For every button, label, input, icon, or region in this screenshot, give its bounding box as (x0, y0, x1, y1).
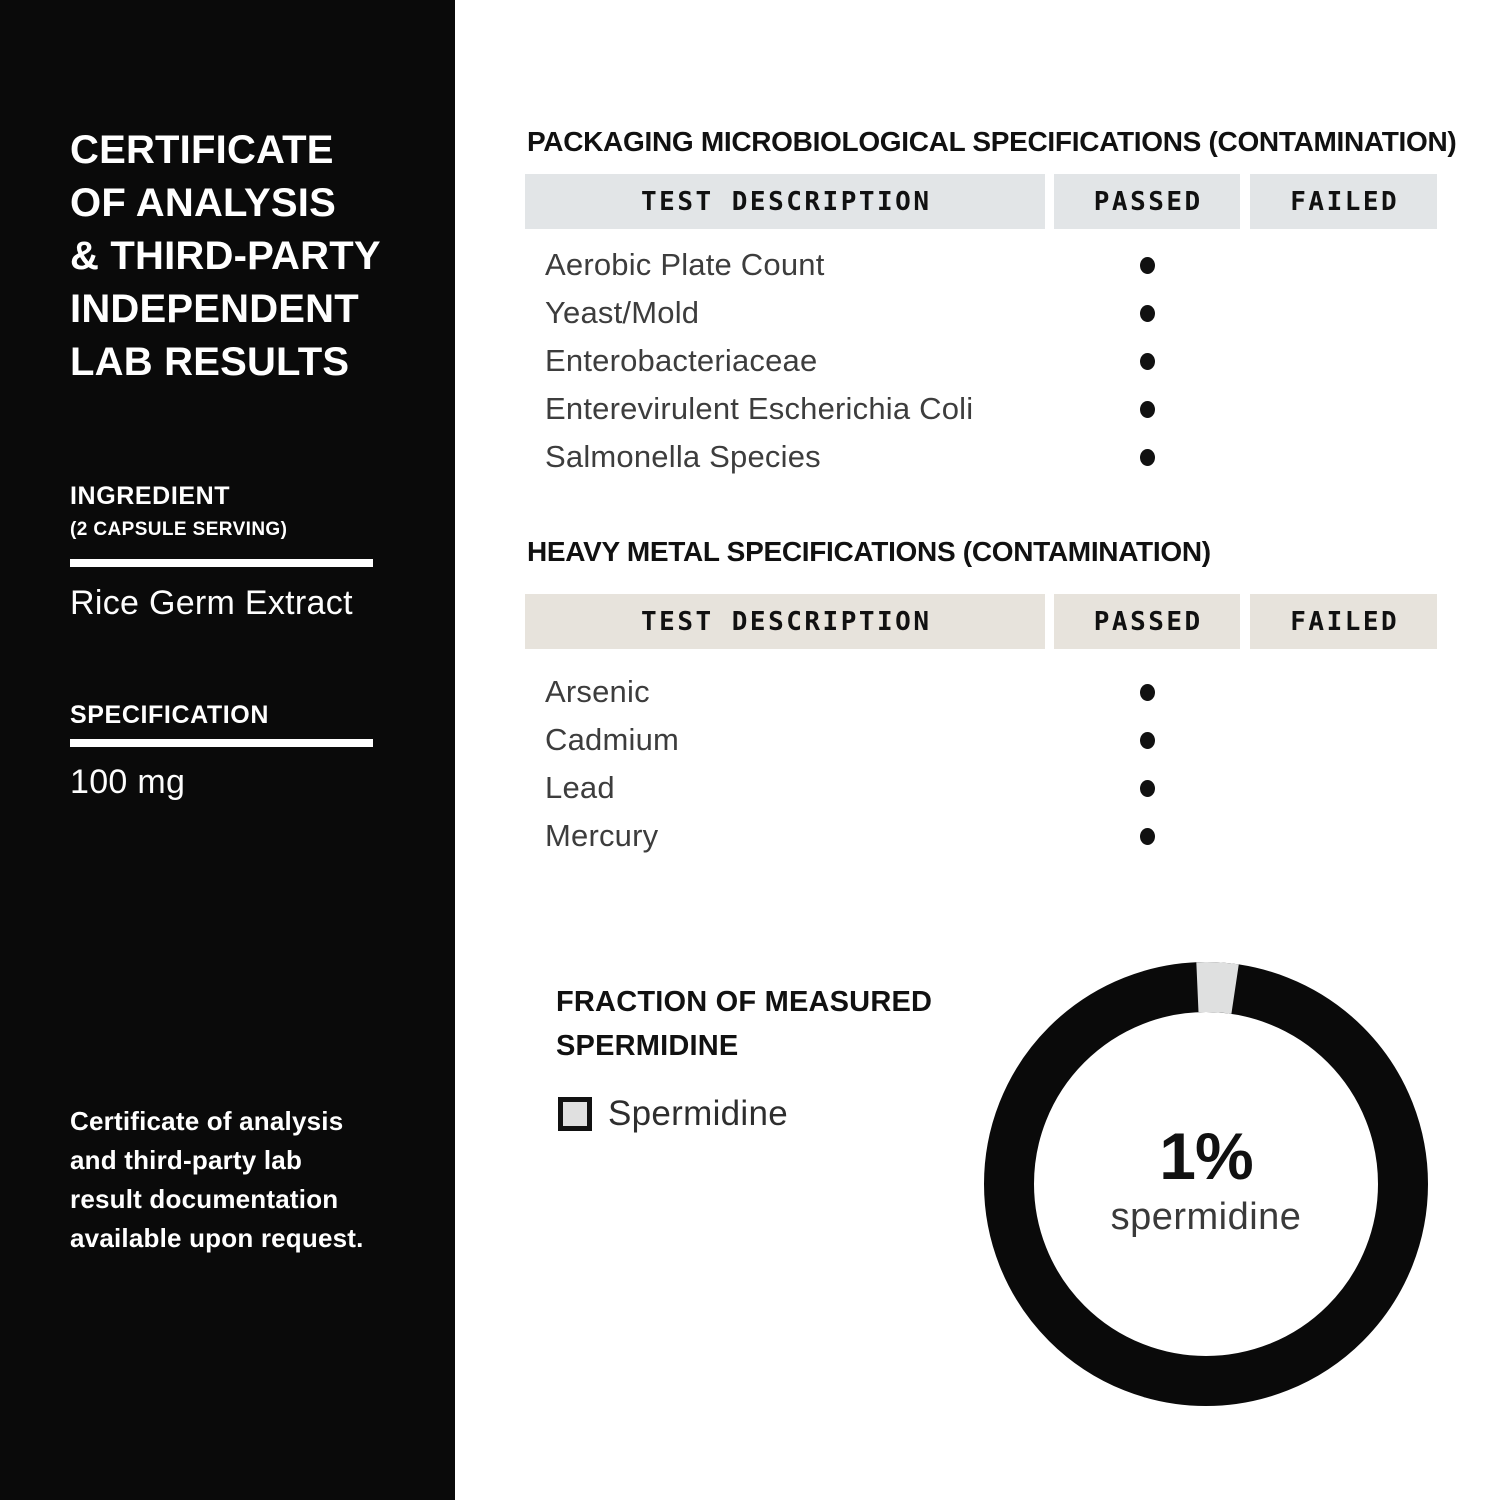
passed-cell (1054, 732, 1240, 749)
heavy-metal-section-title: HEAVY METAL SPECIFICATIONS (CONTAMINATION) (527, 536, 1211, 567)
specification-label: SPECIFICATION (70, 701, 270, 729)
ingredient-label: INGREDIENT (70, 482, 231, 510)
ingredient-value: Rice Germ Extract (70, 584, 353, 622)
result-dot (1140, 780, 1155, 797)
table-row (525, 337, 1437, 385)
result-dot (1140, 449, 1155, 466)
column-header-test-description: TEST DESCRIPTION (525, 174, 1045, 229)
test-description: Mercury (545, 818, 659, 853)
heavy-metal-table-header (525, 594, 1437, 649)
availability-footnote (70, 1102, 364, 1258)
ingredient-sublabel: (2 CAPSULE SERVING) (70, 519, 288, 540)
column-header-failed: FAILED (1250, 594, 1437, 649)
text-line: OF ANALYSIS (70, 181, 336, 225)
text-line: INDEPENDENT (70, 287, 359, 331)
text-line: CERTIFICATE (70, 128, 334, 172)
text-line: FRACTION OF MEASURED (556, 986, 933, 1018)
table-row (525, 764, 1437, 812)
column-header-test-description: TEST DESCRIPTION (525, 594, 1045, 649)
text-line: and third-party lab (70, 1145, 303, 1175)
donut-percent-caption: spermidine (1110, 1196, 1302, 1238)
result-dot (1140, 305, 1155, 322)
table-row (525, 385, 1437, 433)
legend-label-spermidine: Spermidine (608, 1094, 789, 1133)
passed-cell (1054, 305, 1240, 322)
heavy-metal-table-body (525, 668, 1437, 860)
sidebar (0, 0, 455, 1500)
table-row (525, 668, 1437, 716)
certificate-title (70, 124, 381, 389)
donut-center-labels (1031, 1118, 1381, 1239)
table-row (525, 716, 1437, 764)
test-description: Salmonella Species (545, 439, 821, 474)
text-line: LAB RESULTS (70, 340, 350, 384)
result-dot (1140, 401, 1155, 418)
passed-cell (1054, 353, 1240, 370)
test-description: Aerobic Plate Count (545, 247, 825, 282)
micro-table-body (525, 241, 1437, 481)
specification-value: 100 mg (70, 763, 186, 801)
passed-cell (1054, 684, 1240, 701)
text-line: SPERMIDINE (556, 1030, 739, 1062)
divider-line (70, 739, 373, 747)
chart-legend (558, 1094, 788, 1134)
passed-cell (1054, 449, 1240, 466)
test-description: Arsenic (545, 674, 650, 709)
text-line: & THIRD-PARTY (70, 234, 381, 278)
result-dot (1140, 353, 1155, 370)
result-dot (1140, 257, 1155, 274)
passed-cell (1054, 828, 1240, 845)
heavy-metal-table (525, 594, 1437, 860)
legend-swatch-spermidine (558, 1097, 592, 1131)
table-row (525, 289, 1437, 337)
table-row (525, 433, 1437, 481)
column-header-passed: PASSED (1054, 594, 1240, 649)
result-dot (1140, 828, 1155, 845)
table-row (525, 812, 1437, 860)
table-row (525, 241, 1437, 289)
text-line: available upon request. (70, 1223, 364, 1253)
micro-section-title: PACKAGING MICROBIOLOGICAL SPECIFICATIONS (CONTAMINATION) (527, 126, 1457, 157)
text-line: result documentation (70, 1184, 339, 1214)
passed-cell (1054, 401, 1240, 418)
column-header-passed: PASSED (1054, 174, 1240, 229)
passed-cell (1054, 257, 1240, 274)
micro-table (525, 174, 1437, 481)
divider-line (70, 559, 373, 567)
test-description: Enterevirulent Escherichia Coli (545, 391, 974, 426)
test-description: Lead (545, 770, 615, 805)
text-line: Certificate of analysis (70, 1106, 344, 1136)
test-description: Enterobacteriaceae (545, 343, 818, 378)
fraction-section-title (556, 980, 932, 1068)
micro-table-header (525, 174, 1437, 229)
column-header-failed: FAILED (1250, 174, 1437, 229)
test-description: Cadmium (545, 722, 680, 757)
donut-percent-value: 1% (1159, 1119, 1253, 1193)
passed-cell (1054, 780, 1240, 797)
test-description: Yeast/Mold (545, 295, 700, 330)
result-dot (1140, 732, 1155, 749)
result-dot (1140, 684, 1155, 701)
